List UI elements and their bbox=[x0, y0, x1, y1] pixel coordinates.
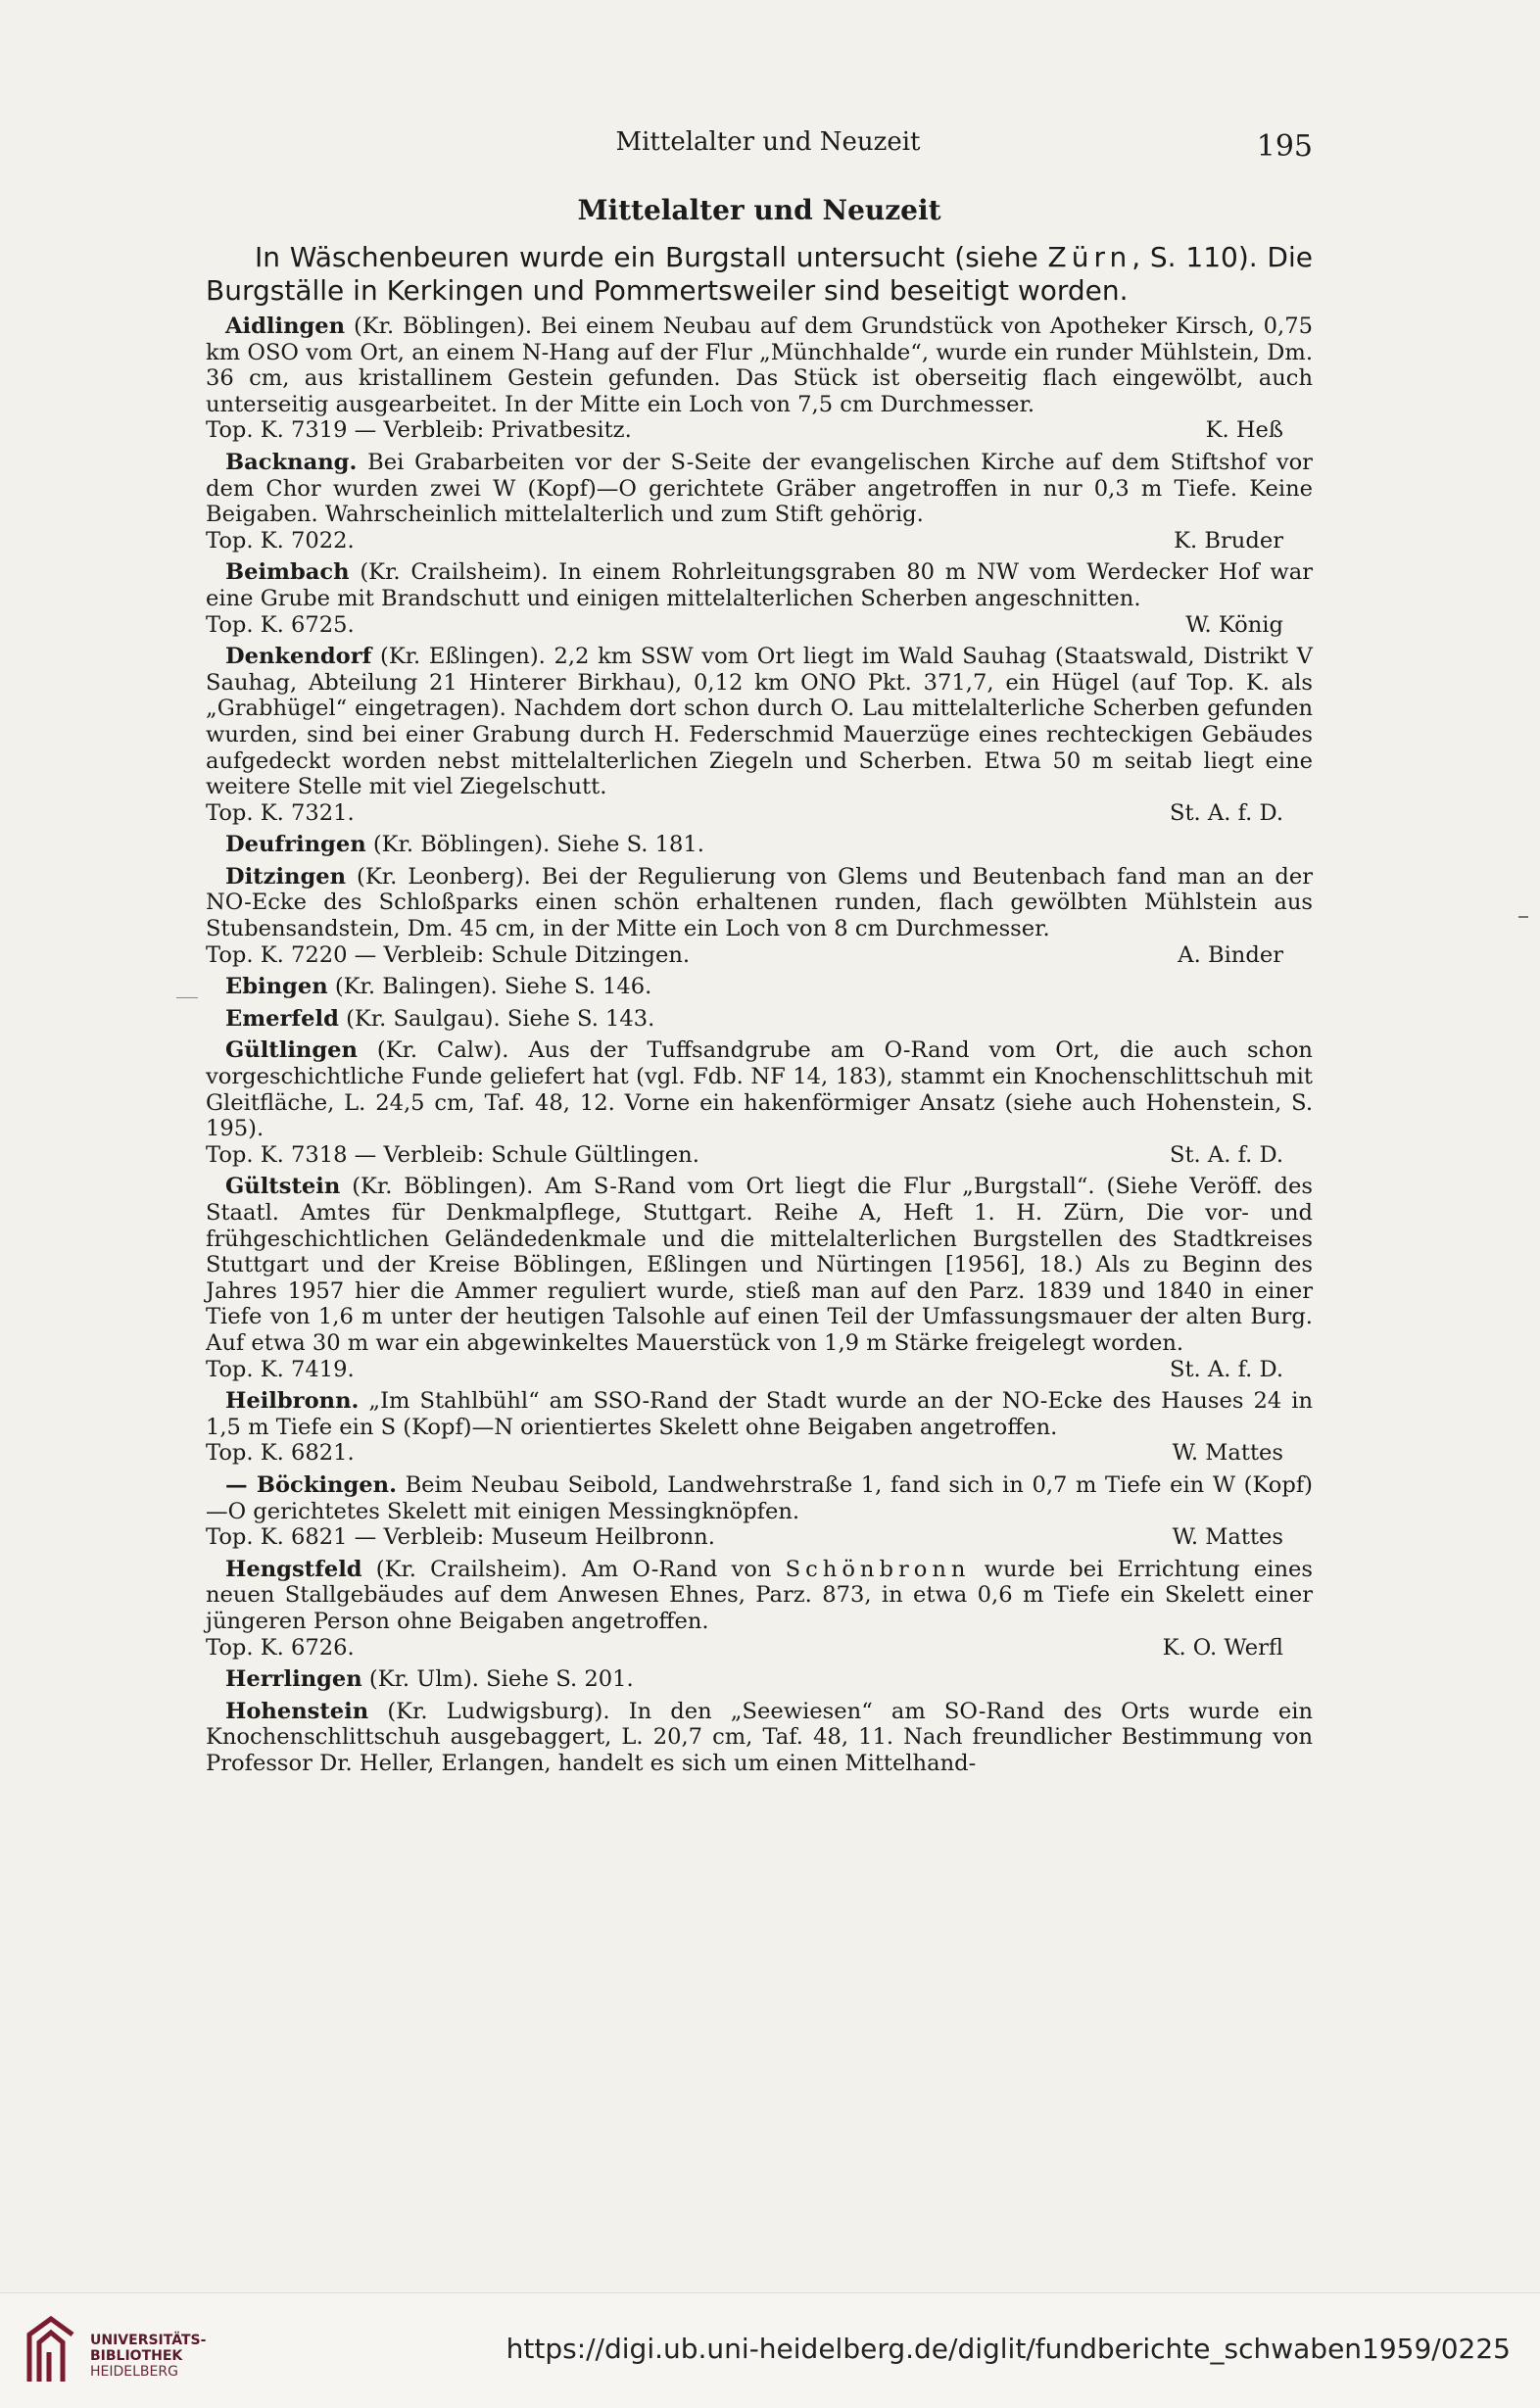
entry-reference-line bbox=[206, 1524, 1313, 1551]
entry-text: (Kr. Saulgau). Siehe S. 143. bbox=[338, 1005, 655, 1032]
scan-edge-mark bbox=[1518, 916, 1528, 918]
entry-text: Beim Neubau Seibold, Landwehrstraße 1, fand sich in 0,7 m Tiefe ein W (Kopf)—O gerichtetes Skelett mit einigen Messingknöpfen. bbox=[206, 1471, 1314, 1524]
entry-paragraph bbox=[206, 1037, 1313, 1141]
entry-author: St. A. f. D. bbox=[1169, 799, 1283, 826]
entry-text: (Kr. Ludwigsburg). In den „Seewiesen“ am SO-Rand des Orts wurde ein Knochenschlittschuh ausgebaggert, L. 20,7 cm, Taf. 48, 11. Nach freundlicher Bestimmung von Professor Dr. Heller, Erlangen, handelt es sich um einen Mittelhand- bbox=[206, 1698, 1313, 1776]
entry-text: „Im Stahlbühl“ am SSO-Rand der Stadt wurde an der NO-Ecke des Hauses 24 in 1,5 m Tiefe ein S (Kopf)—N orientiertes Skelett ohne Beigaben angetroffen. bbox=[206, 1388, 1313, 1440]
entry-text: (Kr. Balingen). Siehe S. 146. bbox=[327, 974, 652, 1000]
entry-text: (Kr. Böblingen). Bei einem Neubau auf dem Grundstück von Apotheker Kirsch, 0,75 km OSO vom Ort, an einem N-Hang auf der Flur „Münchhalde“, wurde ein runder Mühlstein, Dm. 36 cm, aus kristallinem Gestein gefunden. Das Stück ist oberseitig flach eingewölbt, auch unterseitig ausgearbeitet. In der Mitte ein Loch von 7,5 cm Durchmesser. bbox=[206, 313, 1313, 417]
entry-reference-line bbox=[206, 612, 1313, 639]
entry-place-name: Aidlingen bbox=[225, 313, 346, 339]
entry bbox=[206, 1174, 1313, 1382]
entry-spaced-placename: Schönbronn bbox=[785, 1556, 971, 1582]
entry-place-name: Gültlingen bbox=[225, 1037, 358, 1064]
entry bbox=[206, 864, 1313, 968]
entry-place-name: Hengstfeld bbox=[225, 1556, 362, 1582]
library-name-line-2: BIBLIOTHEK bbox=[90, 2348, 183, 2364]
entry-reference-line bbox=[206, 942, 1313, 969]
section-title: Mittelalter und Neuzeit bbox=[577, 194, 941, 226]
entry-place-name: Herrlingen bbox=[225, 1666, 362, 1693]
entry-place-name: Gültstein bbox=[225, 1174, 341, 1200]
entry-text: (Kr. Crailsheim). Am O-Rand von Schönbronn wurde bei Errichtung eines neuen Stallgebäudes auf dem Anwesen Ehnes, Parz. 873, in etwa 0,6 m Tiefe ein Skelett einer jüngeren Person ohne Beigaben angetroffen. bbox=[206, 1556, 1313, 1634]
intro-text-end: , S. 110). Die Burgställe in Kerkingen und Pommertsweiler sind beseitigt worden. bbox=[206, 241, 1313, 307]
entry-place-name: Heilbronn. bbox=[225, 1388, 360, 1415]
entry-paragraph bbox=[206, 1557, 1313, 1635]
entry-author: St. A. f. D. bbox=[1169, 1356, 1283, 1382]
entry-place-name: Deufringen bbox=[225, 832, 366, 858]
entry-reference-line bbox=[206, 1357, 1313, 1383]
entry-paragraph bbox=[206, 1174, 1313, 1356]
entry-place-name: — Böckingen. bbox=[225, 1471, 397, 1498]
entry-place-name: Backnang. bbox=[225, 449, 358, 475]
entry-paragraph bbox=[206, 450, 1313, 528]
entry-paragraph bbox=[206, 1006, 1313, 1033]
entry-map-reference: Top. K. 6821. bbox=[206, 1440, 355, 1467]
entries-list bbox=[206, 313, 1313, 1776]
entry-paragraph bbox=[206, 974, 1313, 1000]
entry bbox=[206, 1699, 1313, 1777]
entry-author: K. Bruder bbox=[1174, 527, 1283, 554]
entry-author: A. Binder bbox=[1178, 941, 1283, 968]
entry-map-reference: Top. K. 7022. bbox=[206, 527, 355, 554]
intro-author-name: Zürn bbox=[1047, 241, 1132, 273]
entry-reference-line bbox=[206, 1635, 1313, 1662]
entry-text: (Kr. Eßlingen). 2,2 km SSW vom Ort liegt im Wald Sauhag (Staatswald, Distrikt V Sauhag, Abteilung 21 Hinterer Birkhau), 0,12 km ONO Pkt. 371,7, ein Hügel (auf Top. K. als „Grabhügel“ eingetragen). Nachdem dort schon durch O. Lau mittelalterliche Scherben gefunden wurden, sind bei einer Grabung durch H. Federschmid Mauerzüge eines rechteckigen Gebäudes aufgedeckt worden nebst mittelalterlichen Ziegeln und Scherben. Etwa 50 m seitab liegt eine weitere Stelle mit viel Ziegelschutt. bbox=[206, 644, 1313, 800]
entry bbox=[206, 644, 1313, 826]
entry-map-reference: Top. K. 6725. bbox=[206, 611, 355, 638]
library-name-line-3: HEIDELBERG bbox=[90, 2364, 178, 2380]
entry-author: W. Mattes bbox=[1172, 1440, 1283, 1467]
intro-text-start: In Wäschenbeuren wurde ein Burgstall untersucht (siehe bbox=[255, 241, 1048, 273]
entry-place-name: Beimbach bbox=[225, 559, 350, 586]
entry-author: K. Heß bbox=[1205, 417, 1283, 444]
library-logo-icon bbox=[22, 2313, 80, 2387]
entry-place-name: Emerfeld bbox=[225, 1005, 339, 1032]
page-number: 195 bbox=[1256, 129, 1313, 164]
entry-paragraph bbox=[206, 644, 1313, 800]
entry-place-name: Denkendorf bbox=[225, 644, 372, 670]
scan-dash-mark bbox=[176, 997, 198, 998]
library-name-line-1: UNIVERSITÄTS- bbox=[90, 2333, 207, 2348]
intro-paragraph bbox=[206, 241, 1313, 308]
entry-reference-line bbox=[206, 1440, 1313, 1467]
entry-map-reference: Top. K. 7220 — Verbleib: Schule Ditzingen. bbox=[206, 941, 691, 968]
entry bbox=[206, 832, 1313, 858]
entry bbox=[206, 974, 1313, 1000]
entry-text: (Kr. Calw). Aus der Tuffsandgrube am O-Rand vom Ort, die auch schon vorgeschichtliche Funde geliefert hat (vgl. Fdb. NF 14, 183), stammt ein Knochenschlittschuh mit Gleitfläche, L. 24,5 cm, Taf. 48, 12. Vorne ein hakenförmiger Ansatz (siehe auch Hohenstein, S. 195). bbox=[206, 1037, 1313, 1142]
source-url-link[interactable]: https://digi.ub.uni-heidelberg.de/diglit/fundberichte_schwaben1959/0225 bbox=[505, 2333, 1511, 2365]
entry-reference-line bbox=[206, 1142, 1313, 1169]
entry-paragraph bbox=[206, 1666, 1313, 1693]
entry-place-name: Hohenstein bbox=[225, 1698, 369, 1724]
page-content bbox=[206, 194, 1313, 1782]
entry-map-reference: Top. K. 7321. bbox=[206, 799, 355, 826]
entry bbox=[206, 1006, 1313, 1033]
entry-text: (Kr. Leonberg). Bei der Regulierung von Glems und Beutenbach fand man an der NO-Ecke des Schloßparks einen schön erhaltenen runden, flach gewölbten Mühlstein aus Stubensandstein, Dm. 45 cm, in der Mitte ein Loch von 8 cm Durchmesser. bbox=[206, 863, 1313, 942]
entry-author: W. König bbox=[1185, 611, 1283, 638]
entry-paragraph bbox=[206, 1699, 1313, 1777]
entry-place-name: Ditzingen bbox=[225, 863, 347, 890]
entry bbox=[206, 1388, 1313, 1467]
entry-author: W. Mattes bbox=[1172, 1524, 1283, 1551]
entry-author: K. O. Werfl bbox=[1162, 1634, 1283, 1661]
entry-reference-line bbox=[206, 528, 1313, 554]
entry-paragraph bbox=[206, 832, 1313, 858]
entry-paragraph bbox=[206, 1388, 1313, 1440]
entry-text: (Kr. Ulm). Siehe S. 201. bbox=[361, 1666, 634, 1693]
entry-text: Bei Grabarbeiten vor der S-Seite der evangelischen Kirche auf dem Stiftshof vor dem Chor wurden zwei W (Kopf)—O gerichtete Gräber angetroffen in nur 0,3 m Tiefe. Keine Beigaben. Wahrscheinlich mittelalterlich und zum Stift gehörig. bbox=[206, 449, 1313, 528]
entry-text: (Kr. Böblingen). Siehe S. 181. bbox=[365, 832, 704, 858]
entry-map-reference: Top. K. 7419. bbox=[206, 1356, 355, 1382]
entry bbox=[206, 1666, 1313, 1693]
entry-author: St. A. f. D. bbox=[1169, 1141, 1283, 1168]
entry-paragraph bbox=[206, 1472, 1313, 1524]
entry bbox=[206, 313, 1313, 444]
running-head-title: Mittelalter und Neuzeit bbox=[615, 127, 921, 157]
entry-paragraph bbox=[206, 559, 1313, 611]
entry-reference-line bbox=[206, 417, 1313, 444]
entry bbox=[206, 450, 1313, 554]
entry bbox=[206, 1472, 1313, 1551]
entry-map-reference: Top. K. 6821 — Verbleib: Museum Heilbronn. bbox=[206, 1524, 715, 1551]
entry bbox=[206, 1037, 1313, 1168]
entry-reference-line bbox=[206, 800, 1313, 827]
entry bbox=[206, 559, 1313, 638]
entry-place-name: Ebingen bbox=[225, 974, 328, 1000]
library-name bbox=[90, 2333, 206, 2380]
entry-paragraph bbox=[206, 864, 1313, 942]
entry-map-reference: Top. K. 7319 — Verbleib: Privatbesitz. bbox=[206, 417, 632, 444]
entry-paragraph bbox=[206, 313, 1313, 417]
entry-text: (Kr. Crailsheim). In einem Rohrleitungsgraben 80 m NW vom Werdecker Hof war eine Grube mit Brandschutt und einigen mittelalterlichen Scherben angeschnitten. bbox=[206, 559, 1313, 611]
entry bbox=[206, 1557, 1313, 1661]
entry-map-reference: Top. K. 6726. bbox=[206, 1634, 355, 1661]
footer-bar bbox=[0, 2292, 1540, 2408]
entry-map-reference: Top. K. 7318 — Verbleib: Schule Gültlingen. bbox=[206, 1141, 699, 1168]
entry-text: (Kr. Böblingen). Am S-Rand vom Ort liegt die Flur „Burgstall“. (Siehe Veröff. des Staatl. Amtes für Denkmalpflege, Stuttgart. Reihe A, Heft 1. H. Zürn, Die vor- und frühgeschichtlichen Geländedenkmale und die mittelalterlichen Burgstellen des Stadtkreises Stuttgart und der Kreise Böblingen, Eßlingen und Nürtingen [1956], 18.) Als zu Beginn des Jahres 1957 hier die Ammer reguliert wurde, stieß man auf den Parz. 1839 und 1840 in einer Tiefe von 1,6 m unter der heutigen Talsohle auf einen Teil der Umfassungsmauer der alten Burg. Auf etwa 30 m war ein abgewinkeltes Mauerstück von 1,9 m Stärke freigelegt worden. bbox=[206, 1174, 1313, 1356]
